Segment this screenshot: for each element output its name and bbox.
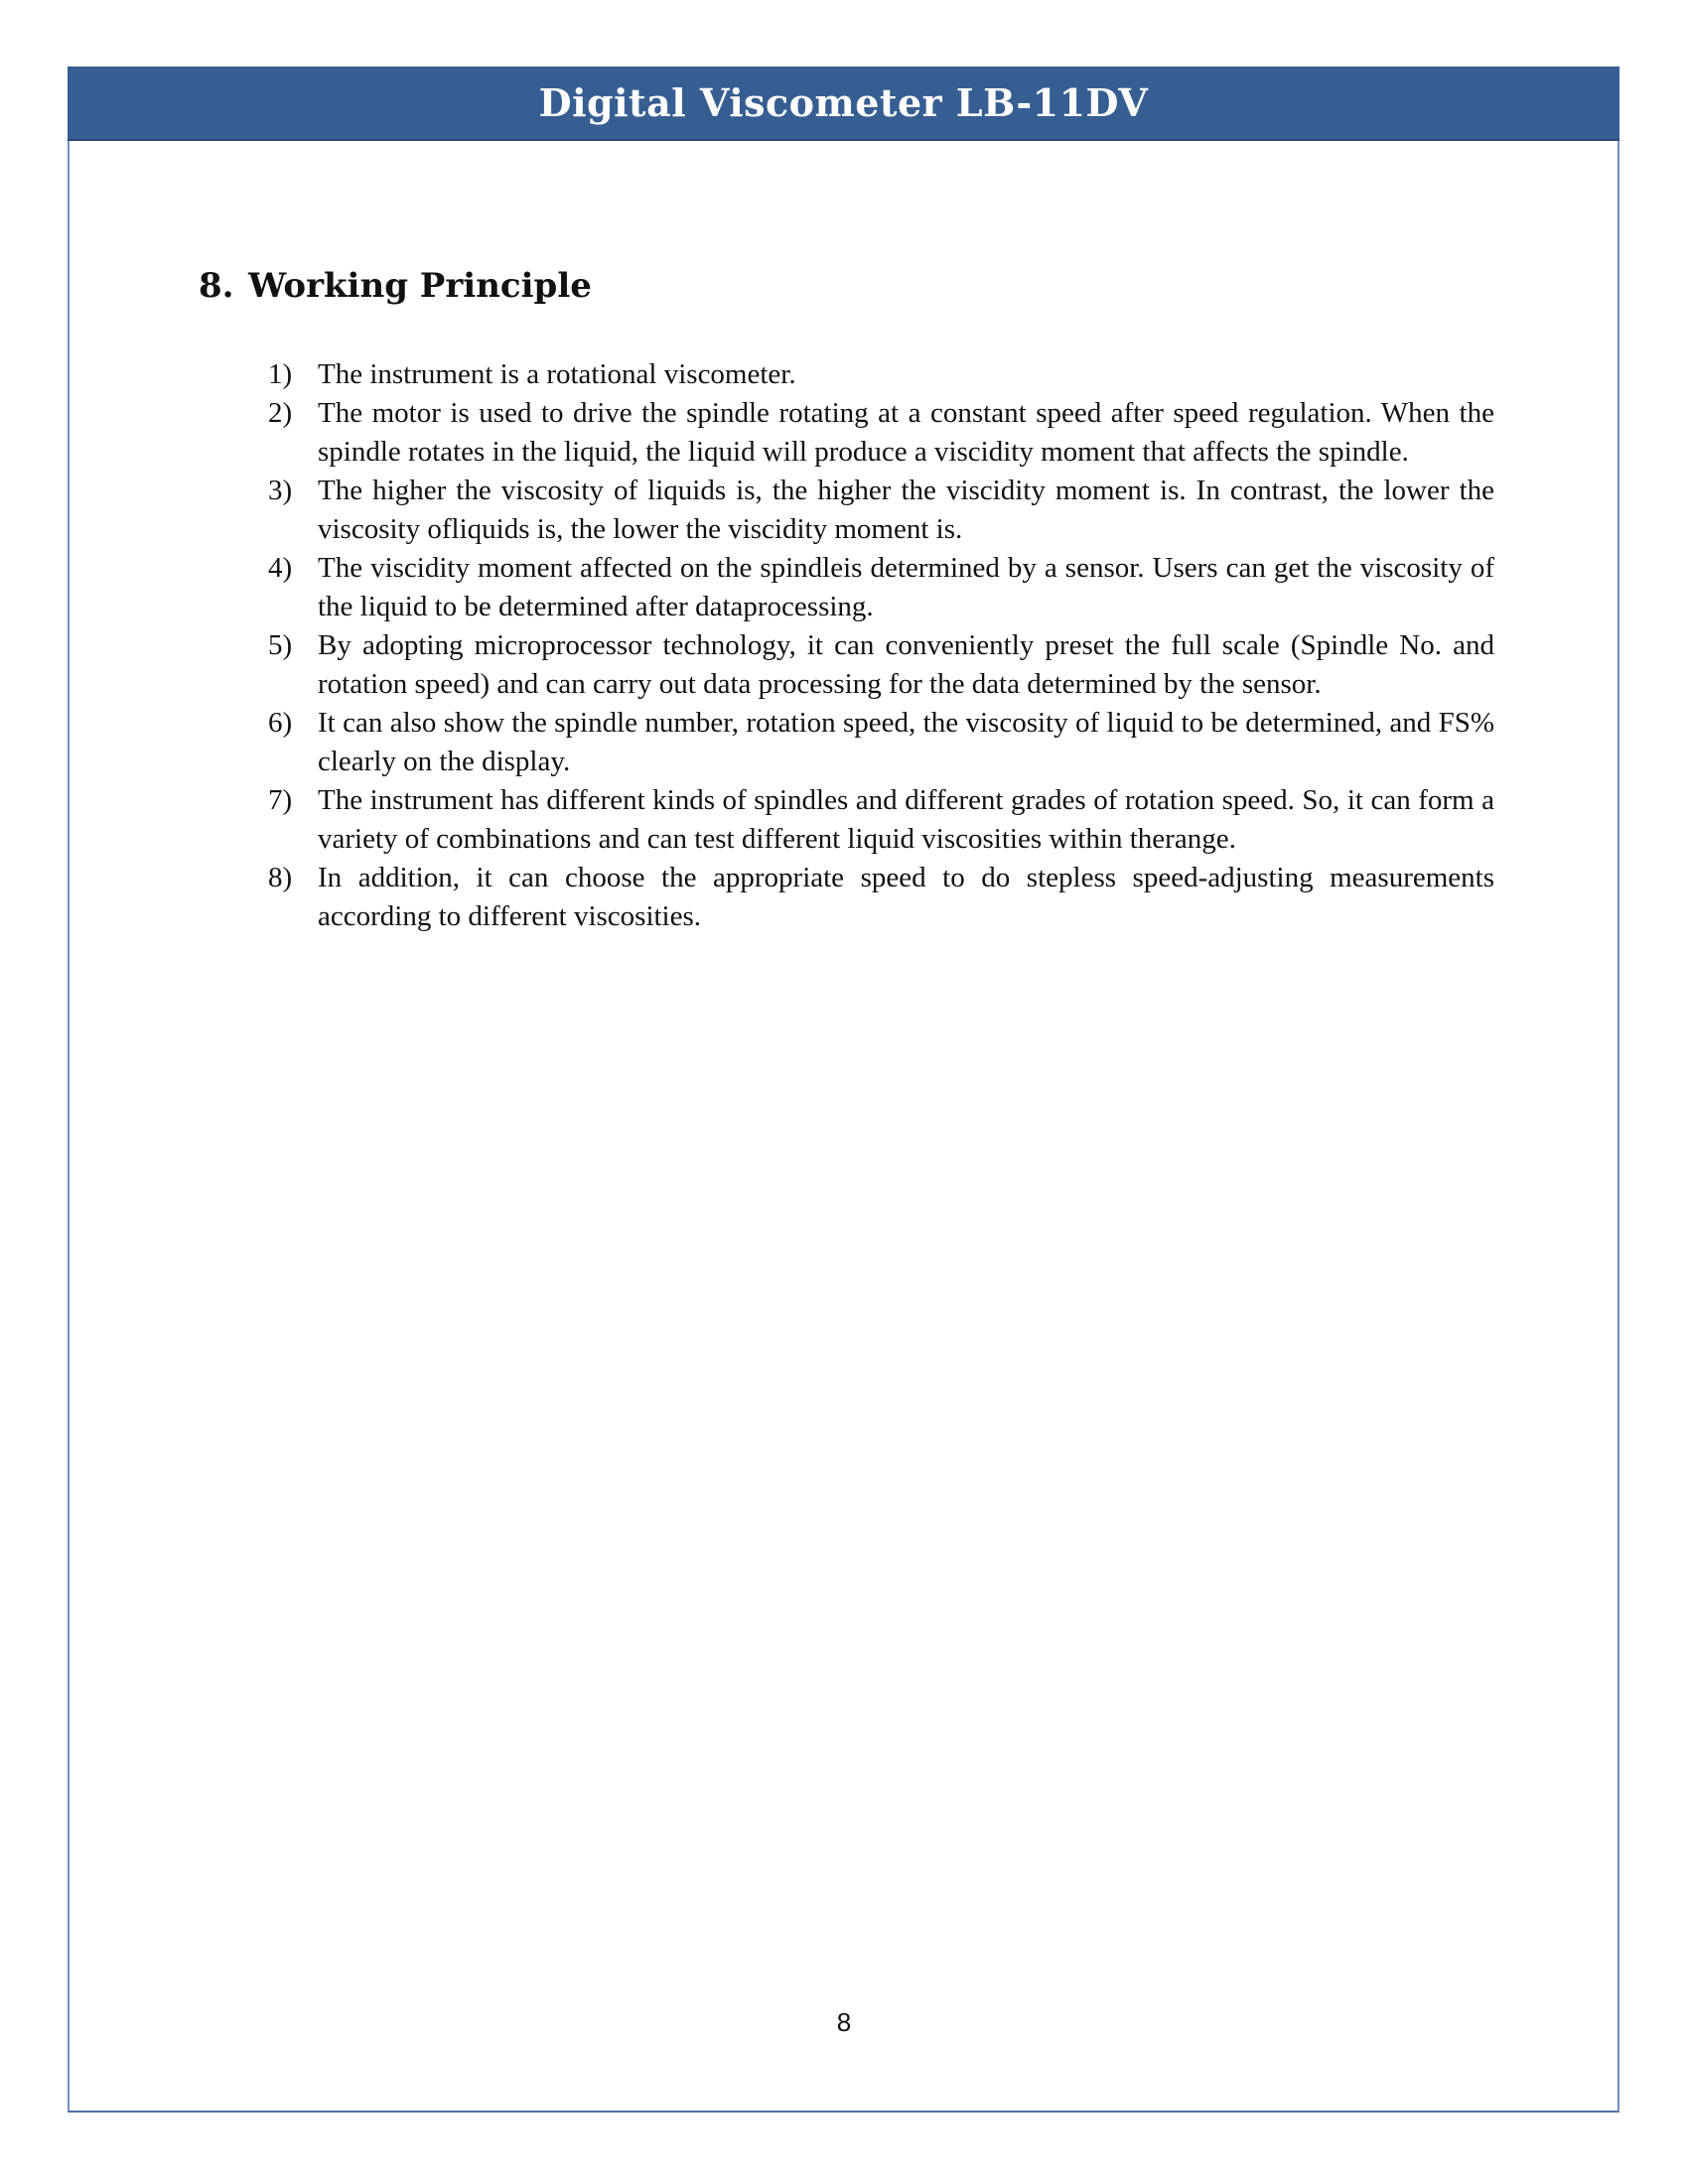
list-item xyxy=(268,355,1494,394)
list-item-text: The viscidity moment affected on the spindleis determined by a sensor. Users can get the viscosity of the liquid to be determined after dataprocessing. xyxy=(318,552,1494,622)
document-title: Digital Viscometer LB-11DV xyxy=(538,80,1149,125)
list-item-text: It can also show the spindle number, rotation speed, the viscosity of liquid to be determined, and FS% clearly on the display. xyxy=(318,707,1494,777)
list-item xyxy=(268,394,1494,472)
list-item-number: 5) xyxy=(268,629,293,661)
list-item xyxy=(268,704,1494,781)
section-heading xyxy=(199,266,592,306)
list-item xyxy=(268,472,1494,549)
working-principle-list xyxy=(268,355,1494,936)
list-item-number: 1) xyxy=(268,358,293,390)
list-item-text: By adopting microprocessor technology, it can conveniently preset the full scale (Spindle No. and rotation speed) and can carry out data processing for the data determined by the sensor. xyxy=(318,629,1494,700)
list-item-text: In addition, it can choose the appropriate speed to do stepless speed-adjusting measurements according to different viscosities. xyxy=(318,862,1494,932)
list-item xyxy=(268,626,1494,704)
list-item-number: 8) xyxy=(268,862,293,893)
list-item-number: 6) xyxy=(268,707,293,739)
list-item-text: The motor is used to drive the spindle rotating at a constant speed after speed regulation. When the spindle rotates in the liquid, the liquid will produce a viscidity moment that affects the spindle. xyxy=(318,397,1494,468)
list-item xyxy=(268,859,1494,936)
list-item-number: 7) xyxy=(268,784,293,816)
list-item-text: The instrument is a rotational viscometer. xyxy=(318,358,796,390)
list-item-number: 4) xyxy=(268,552,293,584)
list-item-number: 3) xyxy=(268,475,293,506)
page-number: 8 xyxy=(836,2007,852,2037)
section-title: Working Principle xyxy=(248,266,592,306)
section-number: 8. xyxy=(199,266,234,306)
header-banner xyxy=(68,67,1619,141)
list-item-text: The higher the viscosity of liquids is, the higher the viscidity moment is. In contrast, the lower the viscosity ofliquids is, the lower the viscidity moment is. xyxy=(318,475,1494,545)
list-item xyxy=(268,549,1494,626)
list-item-number: 2) xyxy=(268,397,293,429)
list-item xyxy=(268,781,1494,859)
list-item-text: The instrument has different kinds of spindles and different grades of rotation speed. So, it can form a variety of combinations and can test different liquid viscosities within therange. xyxy=(318,784,1494,855)
